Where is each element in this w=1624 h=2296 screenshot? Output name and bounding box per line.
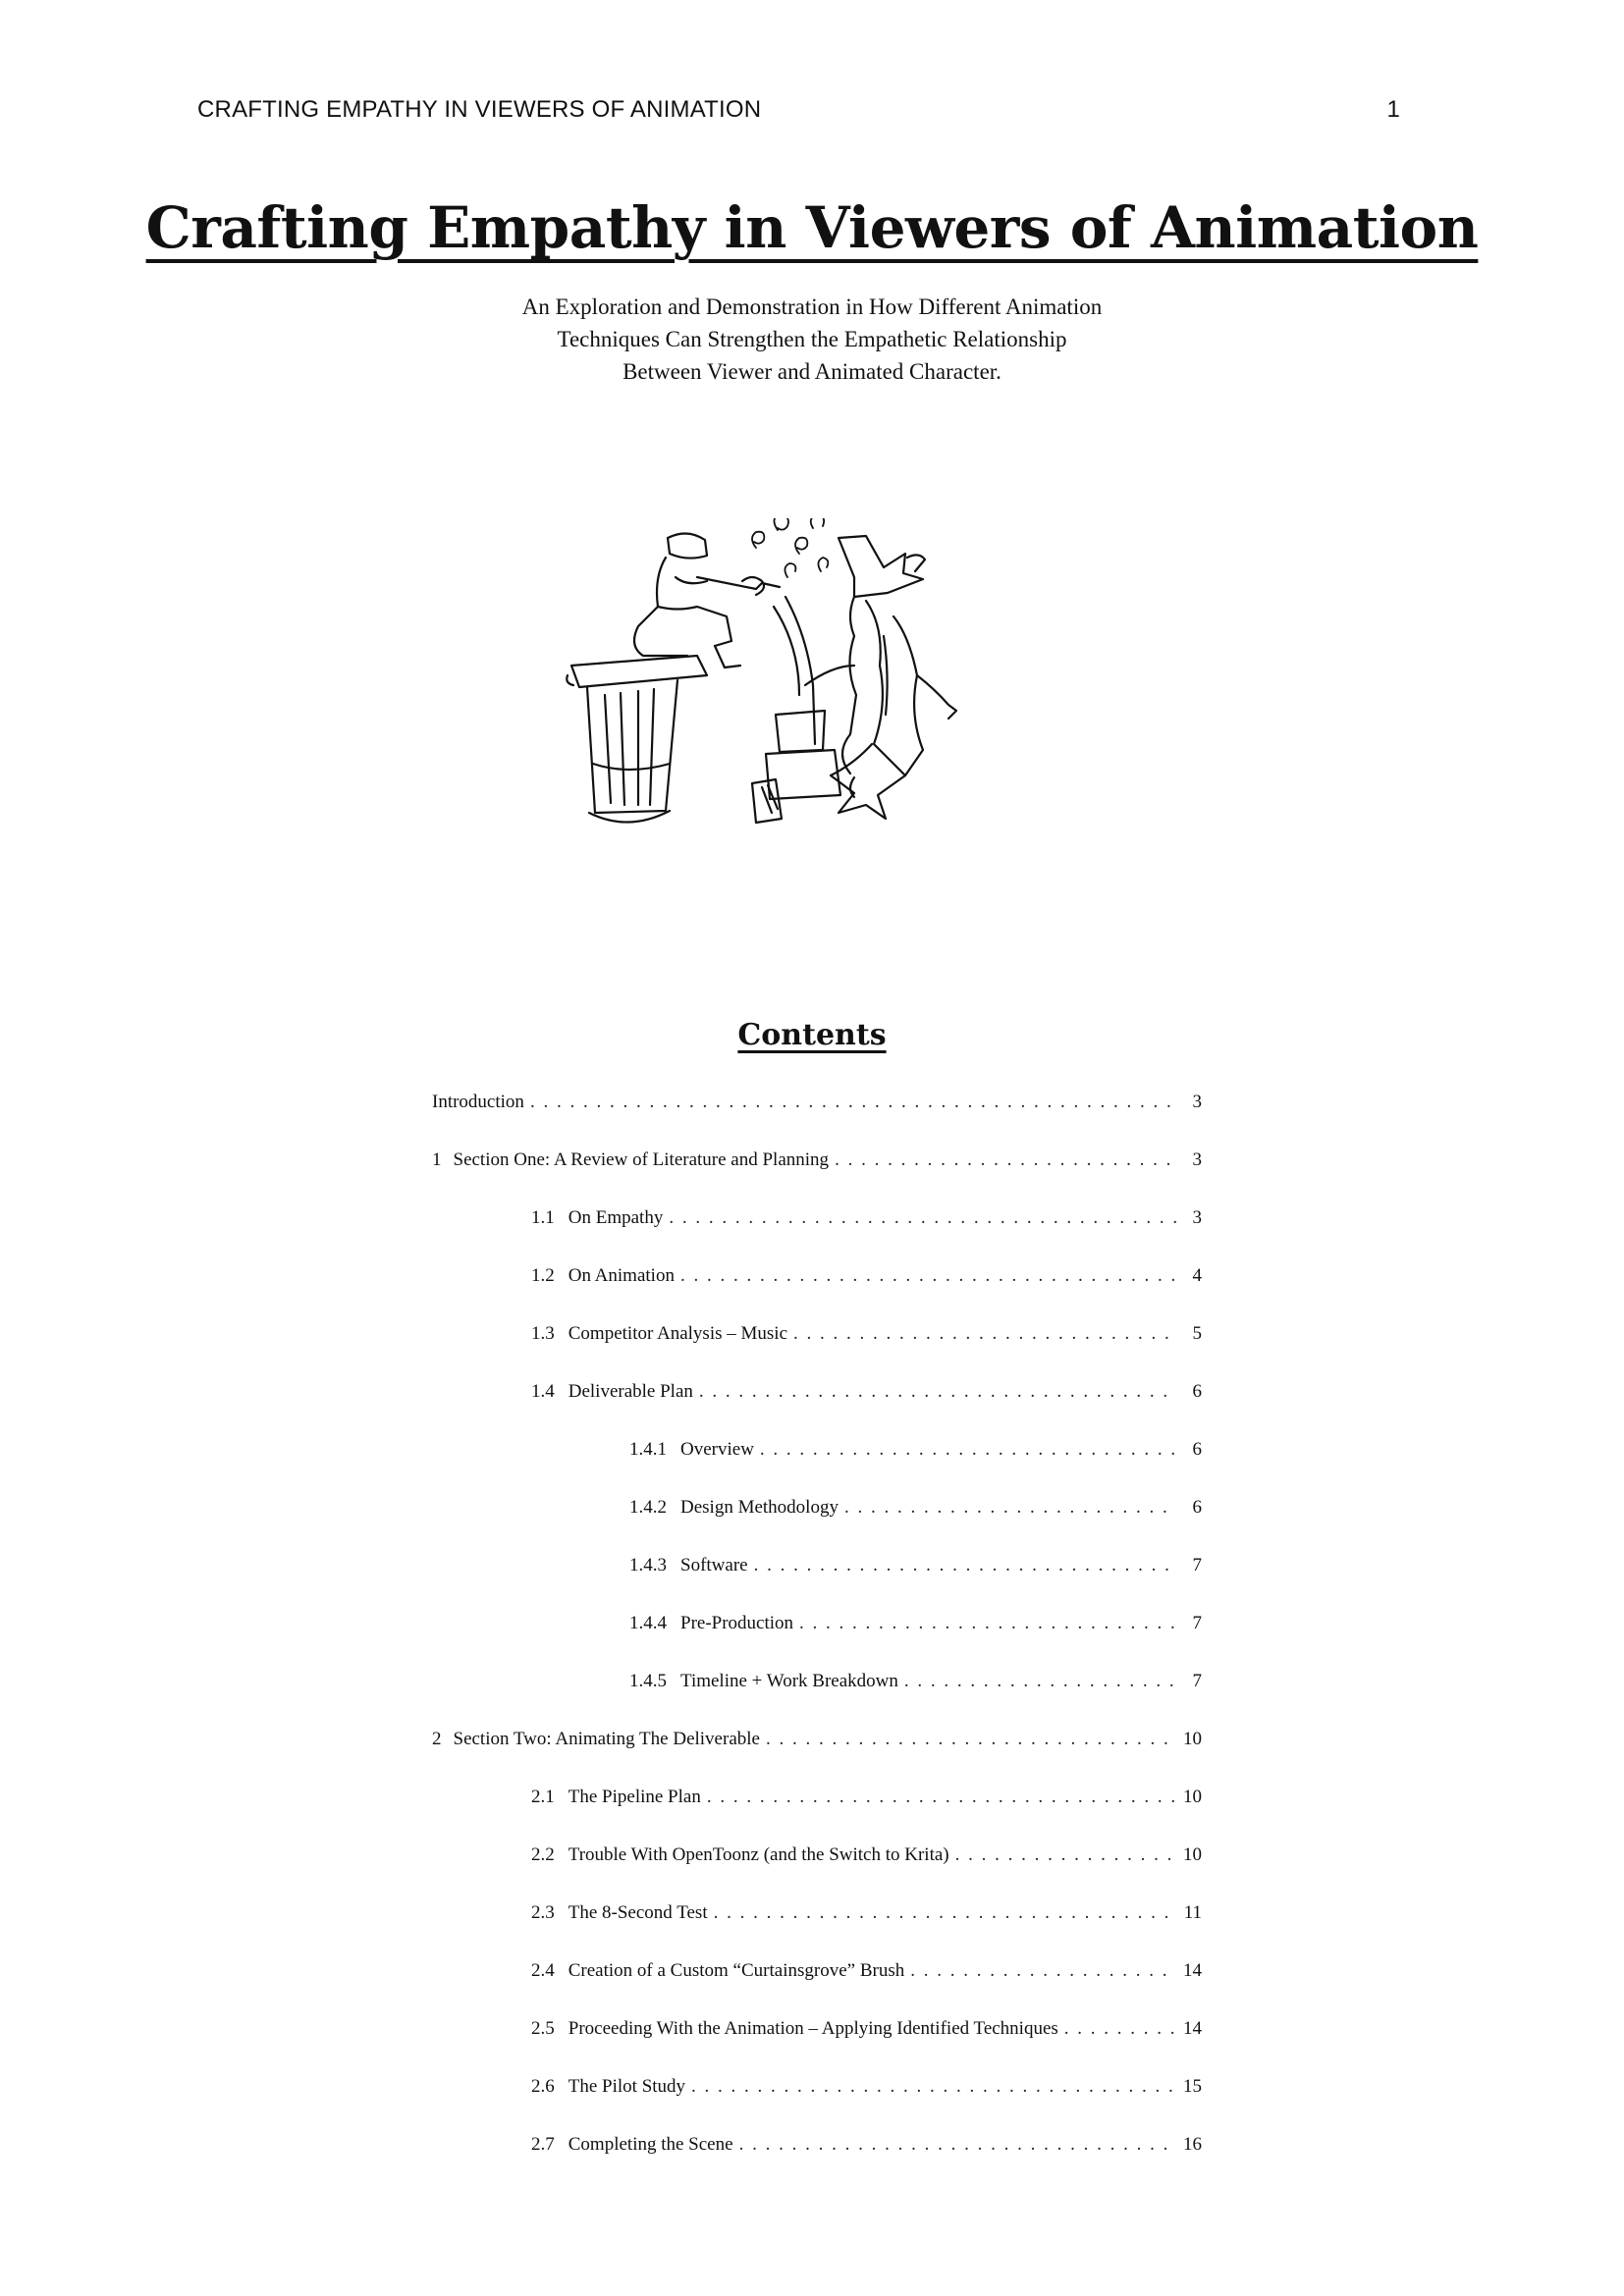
toc-entry-number: 1.4.4 [629,1613,667,1633]
toc-leader-dots [680,1265,1176,1287]
toc-entry-label: Overview [680,1439,754,1460]
contents-heading: Contents [737,1018,887,1052]
toc-entry-number: 2.5 [531,2018,555,2039]
seated-figure-drawing [634,533,780,667]
toc-entry-label: On Empathy [568,1207,664,1228]
subtitle-line: Between Viewer and Animated Character. [623,359,1001,384]
toc-entry-page: 5 [1192,1323,1202,1344]
toc-entry-number: 1.4.3 [629,1555,667,1575]
page-number: 1 [1386,96,1400,123]
toc-entry-number: 2.3 [531,1902,555,1923]
subtitle-line: An Exploration and Demonstration in How Different Animation [521,294,1103,319]
toc-entry-label: Deliverable Plan [568,1381,693,1402]
toc-entry-page: 10 [1183,1729,1202,1749]
toc-entry[interactable] [432,1902,1202,1960]
toc-entry-number: 2.1 [531,1787,555,1807]
document-title: Crafting Empathy in Viewers of Animation [145,194,1479,261]
toc-entry[interactable] [432,1729,1202,1787]
toc-entry-label: Proceeding With the Animation – Applying Identified Techniques [568,2018,1058,2039]
toc-entry[interactable] [432,1555,1202,1613]
staff-and-vase-drawing [752,597,854,823]
toc-entry-number: 1.3 [531,1323,555,1344]
toc-entry-label: Section Two: Animating The Deliverable [453,1729,760,1749]
toc-leader-dots [707,1787,1176,1808]
toc-entry-number: 1.1 [531,1207,555,1228]
toc-entry-number: 1 [432,1149,442,1170]
toc-entry-label: Completing the Scene [568,2134,733,2155]
toc-entry-page: 3 [1192,1207,1202,1228]
toc-entry-label: Creation of a Custom “Curtainsgrove” Brush [568,1960,905,1981]
toc-leader-dots [799,1613,1176,1634]
toc-entry-number: 2 [432,1729,442,1749]
toc-entry-page: 7 [1192,1555,1202,1575]
toc-entry-label: On Animation [568,1265,675,1286]
toc-entry-number: 2.4 [531,1960,555,1981]
running-head-title: CRAFTING EMPATHY IN VIEWERS OF ANIMATION [197,96,762,123]
toc-leader-dots [669,1207,1176,1229]
toc-entry-number: 2.2 [531,1844,555,1865]
toc-entry[interactable] [432,1265,1202,1323]
toc-entry-page: 11 [1183,1902,1202,1923]
toc-entry[interactable] [432,2076,1202,2134]
toc-entry-label: Pre-Production [680,1613,794,1633]
subtitle [0,291,1624,388]
toc-entry[interactable] [432,1613,1202,1671]
toc-entry-label: Introduction [432,1092,524,1112]
toc-entry[interactable] [432,1207,1202,1265]
toc-entry[interactable] [432,1497,1202,1555]
toc-entry-label: Section One: A Review of Literature and Planning [453,1149,830,1170]
toc-entry-label: Trouble With OpenToonz (and the Switch to Krita) [568,1844,949,1865]
toc-entry-page: 7 [1192,1671,1202,1691]
toc-entry[interactable] [432,1787,1202,1844]
smoke-swirls-drawing [752,518,828,577]
toc-leader-dots [835,1149,1176,1171]
toc-entry[interactable] [432,1092,1202,1149]
toc-entry[interactable] [432,2134,1202,2192]
toc-entry-page: 3 [1192,1092,1202,1112]
toc-entry-page: 15 [1183,2076,1202,2097]
toc-entry-label: Software [680,1555,748,1575]
toc-entry[interactable] [432,1960,1202,2018]
toc-leader-dots [714,1902,1176,1924]
toc-entry-label: Design Methodology [680,1497,839,1518]
toc-entry-page: 6 [1192,1439,1202,1460]
toc-entry-number: 2.6 [531,2076,555,2097]
toc-entry-page: 14 [1183,1960,1202,1981]
character-sketch-illustration [560,518,1070,911]
toc-entry-page: 10 [1183,1844,1202,1865]
toc-entry-label: Timeline + Work Breakdown [680,1671,898,1691]
toc-entry-number: 1.4 [531,1381,555,1402]
toc-entry-page: 7 [1192,1613,1202,1633]
toc-entry[interactable] [432,1671,1202,1729]
toc-leader-dots [530,1092,1176,1113]
toc-entry-number: 1.4.5 [629,1671,667,1691]
toc-entry-number: 1.4.2 [629,1497,667,1518]
table-of-contents [432,1092,1202,2192]
toc-entry[interactable] [432,2018,1202,2076]
toc-entry-page: 6 [1192,1497,1202,1518]
toc-entry[interactable] [432,1381,1202,1439]
toc-entry-number: 2.7 [531,2134,555,2155]
toc-leader-dots [766,1729,1176,1750]
toc-leader-dots [760,1439,1176,1461]
toc-entry-label: Competitor Analysis – Music [568,1323,787,1344]
trash-can-drawing [567,656,707,823]
toc-entry[interactable] [432,1149,1202,1207]
toc-entry-label: The 8-Second Test [568,1902,708,1923]
toc-entry-label: The Pipeline Plan [568,1787,701,1807]
toc-leader-dots [793,1323,1176,1345]
toc-leader-dots [910,1960,1176,1982]
toc-entry[interactable] [432,1323,1202,1381]
wizard-figure-drawing [831,536,956,819]
toc-entry-page: 4 [1192,1265,1202,1286]
toc-entry-label: The Pilot Study [568,2076,686,2097]
toc-entry-page: 10 [1183,1787,1202,1807]
toc-entry-page: 6 [1192,1381,1202,1402]
toc-leader-dots [691,2076,1176,2098]
toc-leader-dots [699,1381,1176,1403]
toc-leader-dots [904,1671,1176,1692]
toc-entry[interactable] [432,1439,1202,1497]
toc-leader-dots [739,2134,1176,2156]
toc-entry-page: 14 [1183,2018,1202,2039]
subtitle-line: Techniques Can Strengthen the Empathetic Relationship [557,327,1067,351]
toc-leader-dots [955,1844,1176,1866]
toc-entry-number: 1.4.1 [629,1439,667,1460]
toc-entry[interactable] [432,1844,1202,1902]
toc-entry-number: 1.2 [531,1265,555,1286]
running-head [197,96,1400,124]
toc-entry-page: 3 [1192,1149,1202,1170]
toc-leader-dots [844,1497,1176,1519]
toc-leader-dots [1064,2018,1176,2040]
toc-entry-page: 16 [1183,2134,1202,2155]
toc-leader-dots [754,1555,1176,1576]
